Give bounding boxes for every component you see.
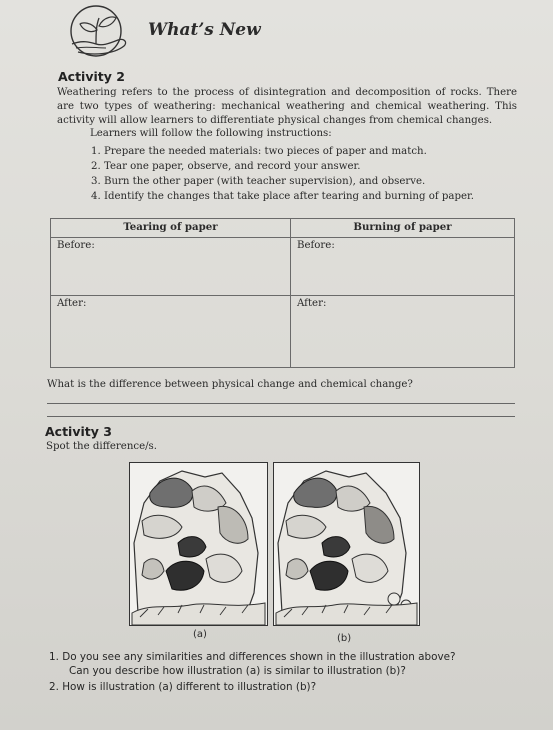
activity-3-question-1b: Can you describe how illustration (a) is similar to illustration (b)?: [69, 665, 406, 677]
rock-illustration-b: [273, 462, 420, 626]
burning-after-cell[interactable]: After:: [291, 296, 515, 368]
observation-table: [50, 218, 515, 368]
activity-3-question-2: 2. How is illustration (a) different to illustration (b)?: [49, 681, 317, 693]
activity-2-question: What is the difference between physical change and chemical change?: [47, 379, 413, 390]
rock-illustration-a: [129, 462, 268, 626]
step-item: 4. Identify the changes that take place after tearing and burning of paper.: [91, 191, 475, 202]
answer-line[interactable]: [47, 403, 515, 404]
step-item: 2. Tear one paper, observe, and record your answer.: [91, 161, 361, 172]
plant-in-hand-icon: [66, 4, 130, 60]
caption-b: (b): [337, 633, 352, 644]
burning-before-cell[interactable]: Before:: [291, 238, 515, 296]
table-header-tearing: Tearing of paper: [51, 219, 291, 238]
caption-a: (a): [193, 629, 207, 640]
step-item: 3. Burn the other paper (with teacher supervision), and observe.: [91, 176, 426, 187]
answer-line[interactable]: [47, 416, 515, 417]
activity-3-question-1: 1. Do you see any similarities and differences shown in the illustration above?: [49, 651, 456, 663]
section-title: What’s New: [148, 20, 261, 40]
instructions-intro: Learners will follow the following instructions:: [90, 128, 332, 139]
activity-3-heading: Activity 3: [45, 424, 112, 439]
step-item: 1. Prepare the needed materials: two pieces of paper and match.: [91, 146, 427, 157]
instruction-steps: [91, 144, 474, 204]
activity-2-heading: Activity 2: [58, 69, 125, 84]
activity-2-paragraph: Weathering refers to the process of disintegration and decomposition of rocks. There are two types of weathering: mechanical weathering and chemical weathering. This activity will allow learners to differentiate physical changes from chemical changes.: [57, 87, 517, 126]
table-header-burning: Burning of paper: [291, 219, 515, 238]
activity-3-instruction: Spot the difference/s.: [46, 441, 158, 452]
tearing-after-cell[interactable]: After:: [51, 296, 291, 368]
tearing-before-cell[interactable]: Before:: [51, 238, 291, 296]
